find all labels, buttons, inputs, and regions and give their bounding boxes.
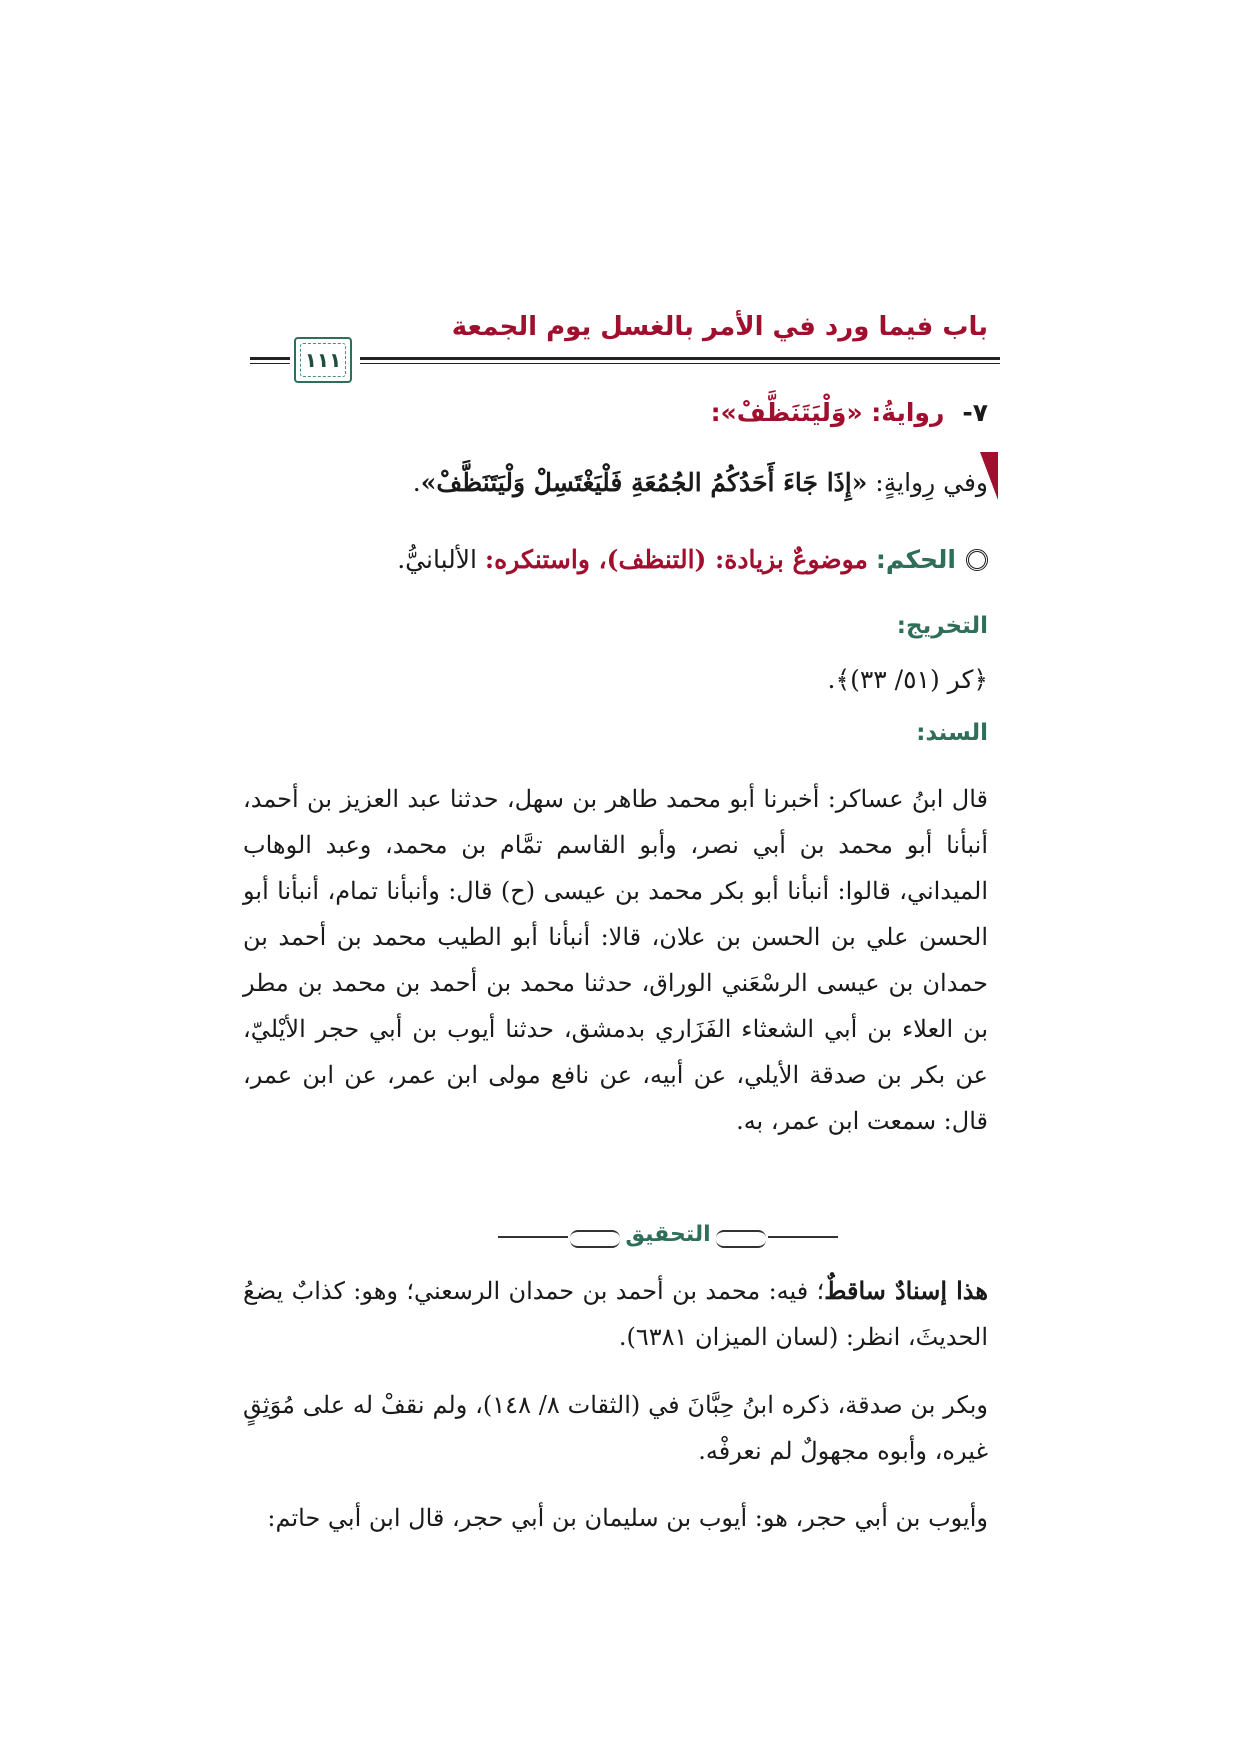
divider-ornament-right-icon xyxy=(716,1230,766,1248)
sanad-heading: السند: xyxy=(916,720,988,746)
analysis-text-2: وبكر بن صدقة، ذكره ابنُ حِبَّانَ في (الثقات ٨/ ١٤٨)، ولم نقفْ له على مُوَثِقٍ غيره، وأبوه مجهولٌ لم نعرفْه. xyxy=(243,1391,988,1465)
chapter-title: باب فيما ورد في الأمر بالغسل يوم الجمعة xyxy=(451,312,988,342)
tahqiq-heading: التحقيق xyxy=(625,1222,711,1247)
section-title: روايةُ: «وَلْيَتَنَظَّفْ»: xyxy=(710,398,945,427)
variant-lead: وفي رِوايةٍ: xyxy=(867,468,988,497)
hadith-text: «إِذَا جَاءَ أَحَدُكُمُ الجُمُعَةِ فَلْيَغْتَسِلْ وَلْيَتَنَظَّفْ» xyxy=(420,468,868,497)
variant-line xyxy=(413,468,988,497)
analysis-text-1: ؛ فيه: محمد بن أحمد بن حمدان الرسعني؛ وهو: كذابٌ يضعُ الحديثَ، انظر: (لسان الميزان ٦٣٨١). xyxy=(243,1277,988,1351)
analysis-paragraph-2 xyxy=(243,1382,988,1474)
verdict-line xyxy=(397,545,988,574)
takhrij-reference: ﴿كر (٥١/ ٣٣)﴾. xyxy=(827,665,988,694)
analysis-paragraph-3 xyxy=(243,1495,988,1541)
verdict-scholar: الألبانيُّ. xyxy=(397,545,477,574)
variant-end: . xyxy=(412,468,421,497)
sanad-paragraph xyxy=(243,776,988,1144)
takhrij-heading: التخريج: xyxy=(896,613,988,639)
analysis-verdict: هذا إسنادٌ ساقطٌ xyxy=(824,1276,988,1305)
section-number: ٧- xyxy=(962,398,988,427)
tahqiq-divider xyxy=(498,1222,838,1252)
header-rule xyxy=(360,357,1000,364)
divider-line-right xyxy=(768,1236,838,1238)
section-heading xyxy=(711,398,988,427)
page-number-frame xyxy=(294,337,352,383)
verdict-label: الحكم: xyxy=(875,545,956,574)
flower-icon xyxy=(966,549,988,571)
verdict-value: موضوعٌ بزيادة: (التنظف)، واستنكره: xyxy=(484,545,868,574)
analysis-text-3: وأيوب بن أبي حجر، هو: أيوب بن سليمان بن أبي حجر، قال ابن أبي حاتم: xyxy=(267,1504,988,1532)
analysis-paragraph-1 xyxy=(243,1268,988,1360)
sanad-text: قال ابنُ عساكر: أخبرنا أبو محمد طاهر بن سهل، حدثنا عبد العزيز بن أحمد، أنبأنا أبو محمد بن أبي نصر، وأبو القاسم تمَّام بن محمد، وعبد الوهاب الميداني، قالوا: أنبأنا أبو بكر محمد بن عيسى (ح) قال: وأنبأنا تمام، أنبأنا أبو الحسن علي بن الحسن بن علان، قالا: أنبأنا أبو الطيب محمد بن أحمد بن حمدان بن عيسى الرسْعَني الوراق، حدثنا محمد بن أحمد بن محمد بن مطر بن العلاء بن أبي الشعثاء الفَزَاري بدمشق، حدثنا أيوب بن أبي حجر الأيْليّ، عن بكر بن صدقة الأيلي، عن أبيه، عن نافع مولى ابن عمر، عن ابن عمر، قال: سمعت ابن عمر، به. xyxy=(243,785,989,1135)
page-number: ١١١ xyxy=(304,348,342,372)
header-rule-left xyxy=(250,357,290,364)
